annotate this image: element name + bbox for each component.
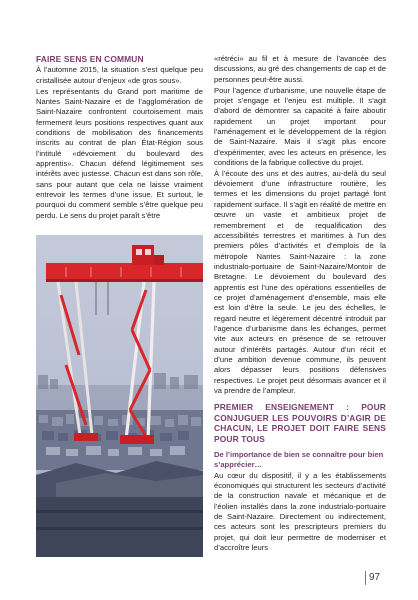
page-number-divider bbox=[365, 571, 366, 585]
crane-illustration bbox=[36, 235, 203, 557]
paragraph: «rétréci» au fil et à mesure de l’avancée des discussions, au gré des changements de cap et de personnes peut-être aussi. bbox=[214, 54, 386, 84]
paragraph: À l’automne 2015, la situation s’est quelque peu cristallisée autour d’enjeux «de gros sous». bbox=[36, 65, 203, 85]
sub-heading: De l’importance de bien se connaître pour bien s’apprécier… bbox=[214, 449, 384, 470]
paragraph: Les représentants du Grand port maritime de Nantes Saint-Nazaire et de l’agglomération de Saint-Nazaire confrontent courtoisement mais fermement leurs positions respectives quant aux conditions de mobilisation des financements inscrits au contrat de plan État-Région sous l’intitulé «dévoiement du boulevard des apprentis». Chacun défend légitimement ses intérêts avec justesse. Chacun est dans son rôle, sans pour autant que cela ne laisse vraiment entrevoir les termes d’une issue. Et surtout, le pourquoi du comment semble s’être quelque peu perdu. Le sens du projet paraît s’être bbox=[36, 86, 203, 220]
paragraph: Au cœur du dispositif, il y a les établissements économiques qui structurent les secteurs d’activité de la construction navale et mécanique et de l’éolien installés dans la zone industrialo-portuaire de Saint-Nazaire. Directement ou indirectement, ces acteurs sont les prescripteurs premiers du projet, qui doit leur permettre de moderniser et d’accroître leurs bbox=[214, 470, 386, 553]
section-heading-2: PREMIER ENSEIGNEMENT : POUR CONJUGUER LES POUVOIRS D’AGIR DE CHACUN, LE PROJET DOIT FAIRE SENS POUR TOUS bbox=[214, 402, 386, 444]
shipyard-crane-photo bbox=[36, 235, 203, 557]
left-column bbox=[36, 54, 203, 222]
paragraph: À l’écoute des uns et des autres, au-delà du seul dévoiement d’une infrastructure routière, les termes et les dimensions du projet partagé font rapidement surface. Il s’agit en réalité de mettre en œuvre un vaste et ambitieux projet de remembrement et de requalification des accessibilités terrestres et maritimes à l’un des premiers pôles d’activités et d’emplois de la métropole Nantes Saint-Nazaire : la zone industrialo-portuaire de Saint-Nazaire/Montoir de Bretagne. Le dévoiement du boulevard des apprentis est l’une des opérations essentielles de ce projet d’aménagement d’ensemble, mais elle est loin d’être la seule. Le jeu des échelles, le regard neutre et légèrement décentré introduit par l’agence d’urbanisme dans les échanges, permet vite aux acteurs en présence de se retrouver autour d’intérêts partagés. Autour d’un récit et d’une ambition devenue commune, ils peuvent alors dépasser leurs positions défensives respectives. Le projet peut désormais avancer et il va prendre de l’ampleur. bbox=[214, 168, 386, 395]
right-column bbox=[214, 54, 386, 554]
paragraph: Pour l’agence d’urbanisme, une nouvelle étape de projet s’engage et l’enjeu est multiple. Il s’agit d’abord de démontrer sa capacité à faire aboutir rapidement un projet important pour l’aménagement et le développement de la région de Saint-Nazaire. Mais il s’agit plus encore d’expérimenter, avec les acteurs en présence, les conditions de la fabrique collective du projet. bbox=[214, 85, 386, 167]
section-heading: FAIRE SENS EN COMMUN bbox=[36, 54, 144, 64]
page-number: 97 bbox=[369, 572, 381, 583]
